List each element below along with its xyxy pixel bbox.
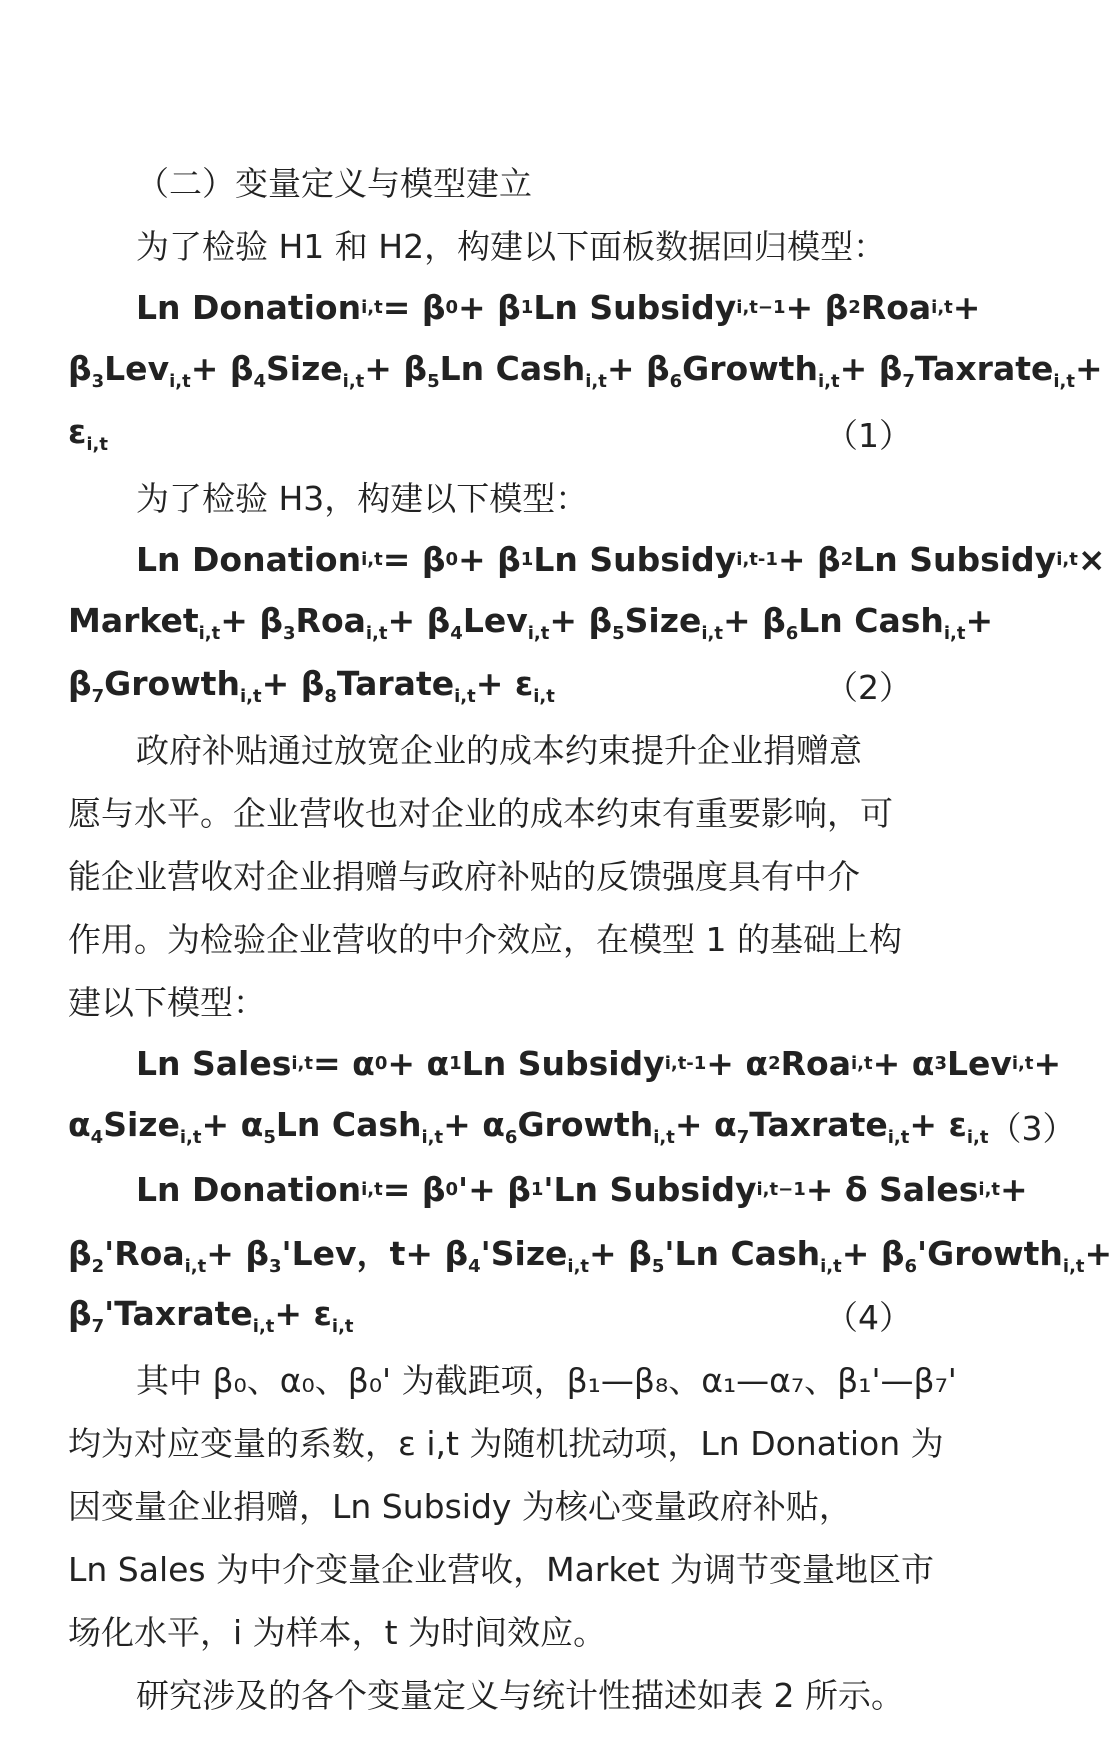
- equation-subscript: 2: [840, 549, 854, 570]
- equation-subscript: i,t: [527, 623, 550, 644]
- equation-subscript: i,t: [1053, 371, 1076, 392]
- equation-subscript: 1: [520, 549, 534, 570]
- equation-subscript: i,t: [169, 371, 191, 392]
- paragraph-2-line-1: 其中 β₀、α₀、β₀' 为截距项，β₁—β₈、α₁—α₇、β₁'—β₇': [136, 1361, 957, 1400]
- equation-subscript: 8: [324, 686, 337, 707]
- equation-term: Growth: [517, 1105, 654, 1144]
- equation-subscript: i,t: [184, 1256, 207, 1277]
- equation-subscript: i,t: [291, 1053, 314, 1074]
- equation-2-line-2: [68, 591, 994, 654]
- equation-3-line-1: [68, 1032, 1062, 1095]
- equation-subscript: 3: [269, 1256, 282, 1277]
- equation-term: Lev: [104, 349, 170, 388]
- equation-1-line-3: [68, 402, 912, 465]
- equation-2-line-3: [68, 654, 912, 717]
- equation-subscript: 3: [283, 623, 296, 644]
- equation-term: + β: [261, 664, 325, 703]
- paragraph-2-line-4: Ln Sales 为中介变量企业营收，Market 为调节变量地区市: [68, 1550, 935, 1589]
- equation-subscript: i,t: [239, 686, 262, 707]
- equation-subscript: 5: [427, 371, 440, 392]
- equation-term: + α: [674, 1105, 737, 1144]
- equation-subscript: 0: [445, 297, 459, 318]
- equation-subscript: 7: [91, 686, 105, 707]
- equation-term: Ln Cash: [275, 1105, 422, 1144]
- equation-term: Size: [103, 1105, 180, 1144]
- equation-term: Taxrate: [914, 349, 1054, 388]
- equation-term: Ln Subsidy: [533, 288, 737, 327]
- equation-term: Ln Subsidy: [853, 540, 1057, 579]
- equation-term: Size: [266, 349, 343, 388]
- equation-term: Growth: [104, 664, 240, 703]
- equation-4-line-2: [68, 1221, 1112, 1284]
- equation-3-number: （3）: [988, 1109, 1076, 1148]
- equation-subscript: i,t: [198, 623, 221, 644]
- equation-subscript: 4: [468, 1256, 481, 1277]
- equation-term: + β: [841, 1234, 905, 1273]
- paragraph-1-line-1: 政府补贴通过放宽企业的成本约束提升企业捐赠意: [136, 731, 862, 770]
- equation-term: 'Roa: [104, 1234, 185, 1273]
- equation-subscript: 7: [902, 371, 915, 392]
- section-heading: （二）变量定义与模型建立: [136, 164, 532, 203]
- equation-subscript: 2: [768, 1053, 781, 1074]
- equation-term: = β: [382, 1170, 446, 1209]
- equation-term: ε: [68, 412, 87, 451]
- equation-subscript: i,t: [820, 1256, 842, 1277]
- equation-term: = β: [382, 288, 446, 327]
- intro-h1-h2: 为了检验 H1 和 H2，构建以下面板数据回归模型：: [136, 227, 887, 266]
- equation-subscript: 4: [90, 1127, 104, 1148]
- equation-subscript: i,t: [342, 371, 365, 392]
- paragraph-1-line-5: 建以下模型：: [68, 983, 266, 1022]
- equation-subscript: i,t: [361, 1179, 383, 1200]
- equation-subscript: i,t-1: [664, 1053, 707, 1074]
- equation-term: Market: [68, 601, 199, 640]
- equation-subscript: 5: [263, 1127, 276, 1148]
- equation-1-number: （1）: [825, 416, 912, 455]
- equation-term: 'Ln Subsidy: [543, 1170, 757, 1209]
- equation-subscript: 0: [445, 1179, 459, 1200]
- equation-term: ×: [1077, 540, 1106, 579]
- equation-term: β: [68, 664, 92, 703]
- equation-term: Size: [624, 601, 702, 640]
- equation-subscript: i,t: [887, 1127, 910, 1148]
- equation-term: +: [1075, 349, 1103, 388]
- equation-term: β: [68, 349, 92, 388]
- equation-subscript: 7: [91, 1316, 105, 1337]
- equation-term: + ε: [475, 664, 534, 703]
- equation-term: Roa: [780, 1044, 851, 1083]
- equation-subscript: i,t: [252, 1316, 275, 1337]
- equation-subscript: i,t: [817, 371, 840, 392]
- equation-term: 'Taxrate: [104, 1294, 253, 1333]
- equation-term: Ln Subsidy: [461, 1044, 665, 1083]
- paragraph-3: 研究涉及的各个变量定义与统计性描述如表 2 所示。: [136, 1676, 904, 1715]
- equation-subscript: i,t: [701, 623, 723, 644]
- equation-term: + β: [387, 601, 451, 640]
- equation-subscript: i,t: [943, 623, 966, 644]
- equation-subscript: i,t: [331, 1316, 354, 1337]
- equation-term: + β: [777, 540, 841, 579]
- equation-subscript: 6: [904, 1256, 918, 1277]
- equation-term: α: [68, 1105, 91, 1144]
- equation-term: Ln Cash: [439, 349, 586, 388]
- equation-term: 'Lev，t+ β: [281, 1234, 469, 1273]
- equation-subscript: 2: [848, 297, 861, 318]
- equation-term: 'Ln Cash: [664, 1234, 821, 1273]
- equation-subscript: i,t: [1062, 1256, 1085, 1277]
- equation-subscript: 2: [91, 1256, 105, 1277]
- equation-term: + β: [606, 349, 670, 388]
- equation-subscript: 4: [450, 623, 463, 644]
- equation-subscript: 3: [91, 371, 105, 392]
- equation-term: +: [952, 288, 981, 327]
- equation-term: + β: [589, 1234, 652, 1273]
- equation-term: +: [965, 601, 994, 640]
- equation-subscript: i,t: [365, 623, 388, 644]
- equation-term: 'Growth: [917, 1234, 1063, 1273]
- equation-2-line-3-body: [68, 664, 555, 707]
- paragraph-1-line-4: 作用。为检验企业营收的中介效应，在模型 1 的基础上构: [68, 920, 902, 959]
- equation-term: '+ β: [458, 1170, 531, 1209]
- equation-subscript: 4: [253, 371, 266, 392]
- equation-subscript: 1: [449, 1053, 462, 1074]
- equation-subscript: i,t−1: [736, 297, 786, 318]
- equation-2-number: （2）: [825, 668, 912, 707]
- equation-term: + δ Sales: [805, 1170, 979, 1209]
- equation-subscript: 3: [934, 1053, 947, 1074]
- equation-subscript: 5: [651, 1256, 665, 1277]
- equation-term: Ln Cash: [798, 601, 944, 640]
- paragraph-2-line-5: 场化水平，i 为样本，t 为时间效应。: [68, 1613, 607, 1652]
- equation-subscript: i,t: [567, 1256, 590, 1277]
- equation-subscript: 6: [669, 371, 683, 392]
- equation-4-line-2-body: [68, 1228, 1112, 1277]
- equation-term: Roa: [295, 601, 366, 640]
- equation-term: Roa: [860, 288, 932, 327]
- equation-subscript: 6: [504, 1127, 518, 1148]
- equation-term: + α: [706, 1044, 769, 1083]
- equation-1-line-1: [68, 276, 981, 339]
- equation-term: Lev: [462, 601, 528, 640]
- equation-4-line-3: [68, 1284, 912, 1347]
- equation-term: Ln Subsidy: [533, 540, 737, 579]
- equation-term: +: [1084, 1234, 1112, 1273]
- equation-term: + β: [785, 288, 849, 327]
- equation-2-line-2-body: [68, 601, 993, 644]
- equation-term: + α: [387, 1044, 450, 1083]
- equation-term: + β: [839, 349, 903, 388]
- equation-subscript: 6: [785, 623, 799, 644]
- paragraph-1-line-2: 愿与水平。企业营收也对企业的成本约束有重要影响，可: [68, 794, 893, 833]
- equation-3-line-2: [68, 1095, 1076, 1158]
- equation-term: Tarate: [336, 664, 455, 703]
- equation-subscript: i,t: [966, 1127, 989, 1148]
- equation-term: +: [1000, 1170, 1028, 1209]
- equation-term: = β: [382, 540, 446, 579]
- equation-3-line-2-body: [68, 1105, 989, 1148]
- equation-4-line-1: [68, 1158, 1028, 1221]
- equation-subscript: i,t: [533, 686, 555, 707]
- equation-term: + β: [206, 1234, 270, 1273]
- equation-term: +: [1033, 1044, 1062, 1083]
- equation-term: + β: [364, 349, 428, 388]
- equation-term: = α: [313, 1044, 375, 1083]
- paragraph-2-line-3: 因变量企业捐赠，Ln Subsidy 为核心变量政府补贴，: [68, 1487, 852, 1526]
- equation-subscript: i,t: [1056, 549, 1078, 570]
- equation-subscript: i,t−1: [756, 1179, 806, 1200]
- intro-h3: 为了检验 H3，构建以下模型：: [136, 479, 589, 518]
- equation-2-line-1: [68, 528, 1106, 591]
- equation-term: β: [68, 1294, 92, 1333]
- equation-1-line-2: [68, 339, 1103, 402]
- equation-term: Ln Donation: [136, 1170, 362, 1209]
- equation-subscript: i,t: [179, 1127, 202, 1148]
- equation-term: + β: [190, 349, 254, 388]
- equation-subscript: i,t-1: [736, 549, 778, 570]
- equation-term: + β: [549, 601, 613, 640]
- equation-subscript: 0: [374, 1053, 388, 1074]
- equation-4-line-3-body: [68, 1294, 354, 1337]
- equation-4-number: （4）: [825, 1298, 912, 1337]
- equation-subscript: i,t: [454, 686, 476, 707]
- equation-term: Ln Donation: [136, 288, 362, 327]
- equation-subscript: i,t: [931, 297, 953, 318]
- equation-term: + ε: [274, 1294, 332, 1333]
- paragraph-2-line-2: 均为对应变量的系数，ε i,t 为随机扰动项，Ln Donation 为: [68, 1424, 944, 1463]
- equation-subscript: i,t: [421, 1127, 444, 1148]
- equation-subscript: i,t: [1011, 1053, 1034, 1074]
- equation-1-line-2-body: [68, 349, 1103, 392]
- equation-subscript: i,t: [361, 549, 383, 570]
- equation-term: Growth: [682, 349, 818, 388]
- equation-subscript: i,t: [978, 1179, 1001, 1200]
- equation-term: Lev: [946, 1044, 1012, 1083]
- equation-term: + β: [458, 288, 521, 327]
- equation-term: 'Size: [480, 1234, 568, 1273]
- equation-subscript: 1: [530, 1179, 544, 1200]
- equation-term: β: [68, 1234, 92, 1273]
- equation-subscript: i,t: [361, 297, 383, 318]
- equation-term: + β: [220, 601, 283, 640]
- equation-subscript: i,t: [585, 371, 607, 392]
- equation-term: Ln Donation: [136, 540, 362, 579]
- equation-subscript: 0: [445, 549, 459, 570]
- paragraph-1-line-3: 能企业营收对企业捐赠与政府补贴的反馈强度具有中介: [68, 857, 860, 896]
- equation-subscript: i,t: [86, 434, 108, 455]
- equation-1-line-3-body: [68, 412, 108, 455]
- equation-subscript: i,t: [851, 1053, 873, 1074]
- equation-subscript: 7: [736, 1127, 750, 1148]
- equation-term: + α: [201, 1105, 264, 1144]
- equation-term: Taxrate: [749, 1105, 888, 1144]
- equation-subscript: i,t: [653, 1127, 675, 1148]
- equation-term: + α: [872, 1044, 935, 1083]
- equation-term: + ε: [909, 1105, 967, 1144]
- equation-subscript: 1: [520, 297, 534, 318]
- equation-term: + α: [443, 1105, 505, 1144]
- equation-term: + β: [458, 540, 521, 579]
- equation-term: Ln Sales: [136, 1044, 292, 1083]
- equation-subscript: 5: [612, 623, 625, 644]
- equation-term: + β: [722, 601, 786, 640]
